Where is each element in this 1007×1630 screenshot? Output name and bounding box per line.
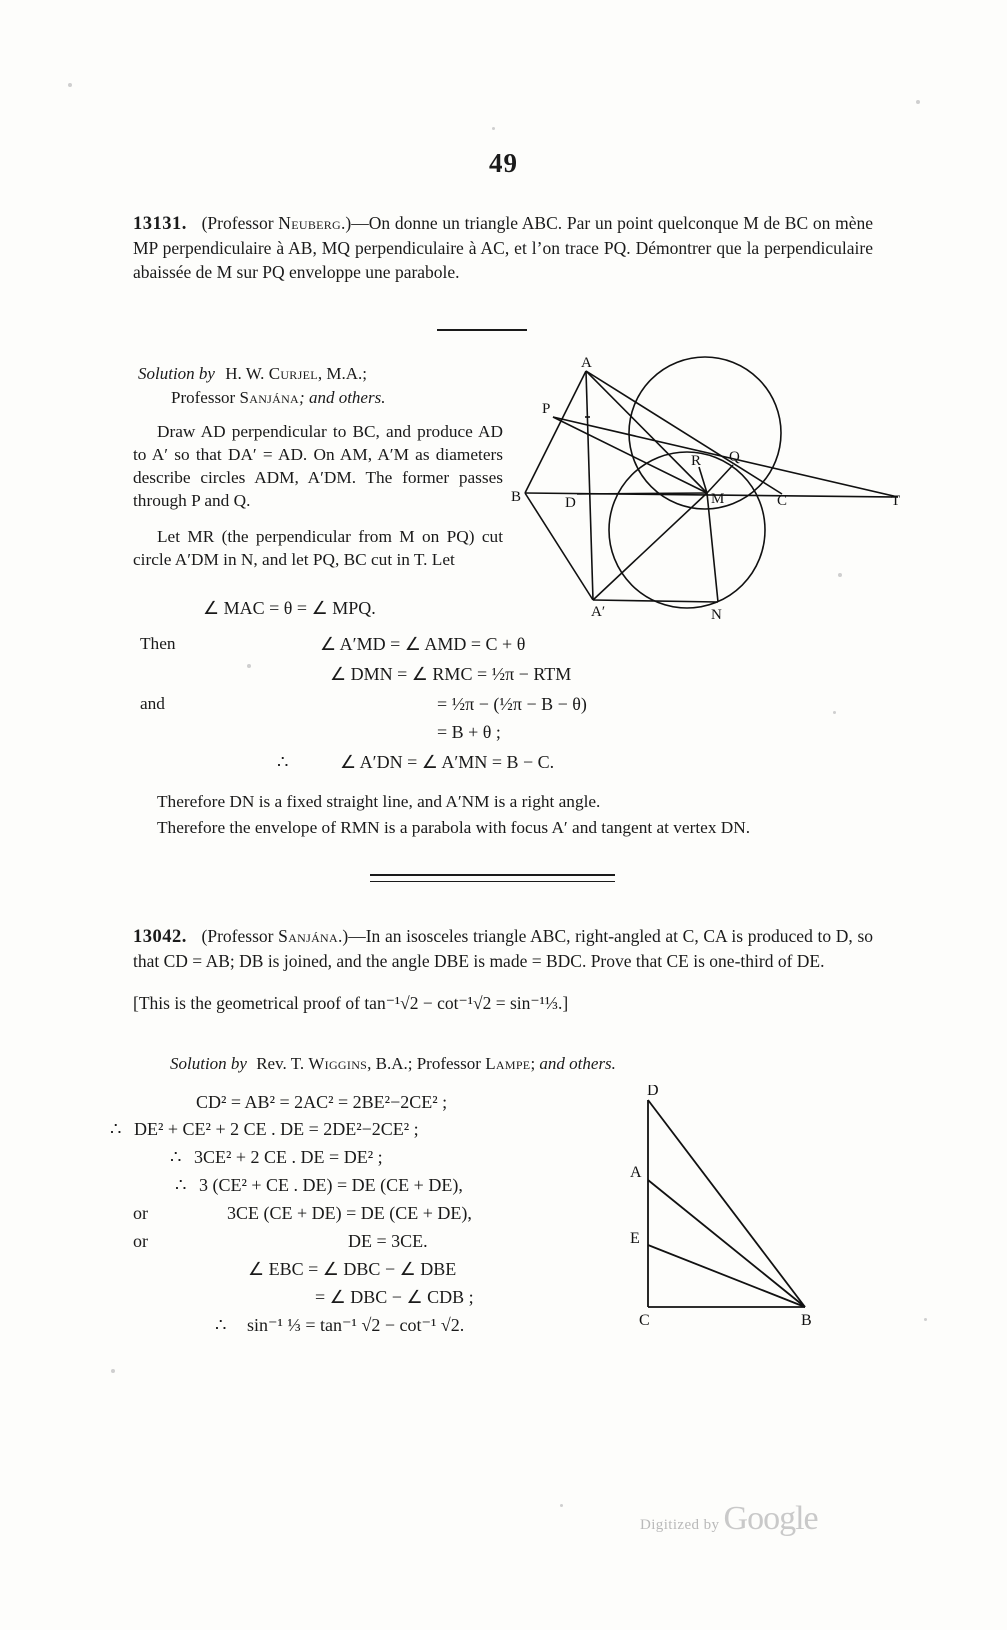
line-QM (707, 465, 733, 493)
derivation-lead-8: ∴ (215, 1315, 227, 1335)
derivation-line-0 (110, 1092, 580, 1113)
figure-1-label-A: A (581, 355, 592, 371)
solver-3-name: Rev. T. Wiggins, B.A.; Professor Lampe; and others. (256, 1054, 616, 1073)
problem-1-proposer: Neuberg (278, 213, 342, 233)
figure-2-label-D: D (647, 1085, 659, 1099)
line-DM (577, 493, 707, 494)
line-PQT (553, 417, 898, 497)
line-A-Aprime (586, 371, 593, 600)
page-number: 49 (489, 148, 518, 178)
derivation-text-6: ∠ EBC = ∠ DBC − ∠ DBE (248, 1259, 457, 1279)
divider-rule-1 (437, 329, 527, 331)
problem-2-proposer: Sanjána (278, 926, 338, 946)
line-AB (525, 371, 586, 493)
figure-1-label-C: C (777, 493, 788, 509)
problem-1-equation-3: = ½π − (½π − B − θ) (437, 694, 587, 714)
figure-1-label-Aprime: A′ (591, 604, 606, 620)
then-label: Then (140, 634, 176, 653)
derivation-line-1 (110, 1119, 580, 1140)
derivation-line-2 (170, 1147, 590, 1168)
problem-1-equation-1: ∠ A′MD = ∠ AMD = C + θ (320, 634, 526, 654)
figure-1-two-circles-triangle (505, 355, 910, 630)
problem-1-paragraph-2: Let MR (the perpendicular from M on PQ) cut circle A′DM in N, and let PQ, BC cut in T. Let (133, 527, 503, 569)
divider-rule-2-bottom (370, 881, 615, 882)
problem-1-equation-angle: ∠ MAC = θ = ∠ MPQ. (203, 598, 376, 618)
problem-2-number: 13042. (133, 927, 187, 947)
digitized-by-text: Digitized by (640, 1517, 720, 1533)
derivation-line-3 (175, 1175, 595, 1196)
problem-1-solution-credit (138, 364, 518, 384)
line-AB (648, 1180, 805, 1307)
line-B-Aprime (525, 493, 593, 600)
problem-1-equation-5-lead: ∴ (277, 752, 289, 772)
figure-1-label-P: P (542, 401, 551, 417)
figure-2-right-triangle (625, 1085, 835, 1335)
scan-speck (492, 127, 495, 130)
solution-label: Solution by (138, 364, 215, 383)
solver-2-prefix: Professor (171, 388, 240, 407)
scan-speck (924, 1318, 927, 1321)
line-AC (586, 371, 782, 494)
line-AM (586, 371, 707, 493)
problem-1-text: .)—On donne un triangle ABC. Par un point quelconque M de BC on mène MP perpendiculaire à AB, MQ perpendiculaire à AC, et l’on trace PQ. Démontrer que la perpendiculaire abaissée de M sur PQ enveloppe une parabole. (133, 213, 874, 282)
and-label: and (140, 694, 165, 713)
derivation-text-0: CD² = AB² = 2AC² = 2BE²−2CE² ; (196, 1092, 448, 1112)
problem-1-conclusion-1: Therefore DN is a fixed straight line, and A′NM is a right angle. (157, 792, 601, 811)
figure-1-label-Q: Q (729, 449, 740, 465)
solution-label-2: Solution by (170, 1054, 247, 1073)
derivation-text-4: 3CE (CE + DE) = DE (CE + DE), (227, 1203, 472, 1223)
problem-2-attribution-prefix: (Professor (201, 926, 279, 946)
figure-1-label-M: M (711, 491, 725, 507)
figure-2-label-E: E (630, 1230, 640, 1247)
problem-1-conclusion-2: Therefore the envelope of RMN is a parabola with focus A′ and tangent at vertex DN. (157, 818, 751, 837)
solver-1-name: H. W. Curjel, M.A.; (225, 364, 367, 383)
solver-2-suffix: ; and others. (299, 388, 386, 407)
figure-1-svg (505, 355, 910, 630)
scan-speck (111, 1369, 115, 1373)
problem-1-equation-2: ∠ DMN = ∠ RMC = ½π − RTM (330, 664, 572, 684)
divider-rule-2-top (370, 874, 615, 876)
derivation-line-8 (215, 1315, 615, 1336)
derivation-line-7 (315, 1287, 675, 1308)
derivation-text-5: DE = 3CE. (348, 1231, 428, 1251)
figure-1-label-N: N (711, 607, 722, 623)
solver-2-name: Sanjána (239, 388, 300, 407)
scan-speck (560, 1504, 563, 1507)
derivation-text-1: DE² + CE² + 2 CE . DE = 2DE²−2CE² ; (134, 1119, 419, 1139)
derivation-text-8: sin⁻¹ ⅓ = tan⁻¹ √2 − cot⁻¹ √2. (247, 1315, 465, 1335)
problem-1-equation-4: = B + θ ; (437, 722, 501, 742)
figure-1-label-D: D (565, 495, 576, 511)
google-wordmark: Google (723, 1500, 818, 1537)
derivation-text-2: 3CE² + 2 CE . DE = DE² ; (194, 1147, 383, 1167)
scan-speck (247, 664, 251, 668)
derivation-text-3: 3 (CE² + CE . DE) = DE (CE + DE), (199, 1175, 463, 1195)
derivation-line-5 (133, 1231, 593, 1252)
scan-speck (916, 100, 920, 104)
derivation-line-4 (133, 1203, 593, 1224)
derivation-lead-5: or (133, 1231, 148, 1251)
derivation-line-6 (248, 1259, 608, 1280)
scan-speck (833, 711, 836, 714)
digitized-by-watermark (640, 1500, 818, 1538)
derivation-lead-1: ∴ (110, 1119, 122, 1139)
problem-1-paragraph-1: Draw AD perpendicular to BC, and produce AD to A′ so that DA′ = AD. On AM, A′M as diameters describe circles ADM, A′DM. The former passes through P and Q. (133, 422, 503, 510)
figure-1-label-R: R (691, 453, 702, 469)
problem-2-solution-credit (170, 1054, 870, 1074)
figure-2-svg (625, 1085, 835, 1335)
derivation-lead-2: ∴ (170, 1147, 182, 1167)
problem-1-statement (133, 212, 873, 284)
derivation-text-7: = ∠ DBC − ∠ CDB ; (315, 1287, 474, 1307)
figure-2-label-B: B (801, 1312, 812, 1329)
line-AprimeN (593, 600, 718, 602)
scan-speck (68, 83, 72, 87)
figure-1-label-B: B (511, 489, 522, 505)
problem-1-equation-5: ∠ A′DN = ∠ A′MN = B − C. (340, 752, 555, 772)
circle-A-prime-DM (609, 452, 765, 608)
problem-1-attribution-prefix: (Professor (201, 213, 279, 233)
figure-1-label-T: T (891, 493, 901, 509)
problem-1-number: 13131. (133, 214, 187, 234)
figure-2-label-C: C (639, 1312, 650, 1329)
problem-2-statement (133, 925, 873, 974)
problem-2-text: .)—In an isosceles triangle ABC, right-angled at C, CA is produced to D, so that CD = AB; DB is joined, and the angle DBE is made = BDC. Prove that CE is one-third of DE. (133, 926, 874, 971)
problem-1-solution-credit-2 (171, 388, 551, 408)
derivation-lead-3: ∴ (175, 1175, 187, 1195)
line-PM (553, 417, 707, 493)
derivation-lead-4: or (133, 1203, 148, 1223)
problem-2-bracket-note: [This is the geometrical proof of tan⁻¹√2 − cot⁻¹√2 = sin⁻¹⅓.] (133, 993, 569, 1013)
figure-2-label-A: A (630, 1164, 642, 1181)
